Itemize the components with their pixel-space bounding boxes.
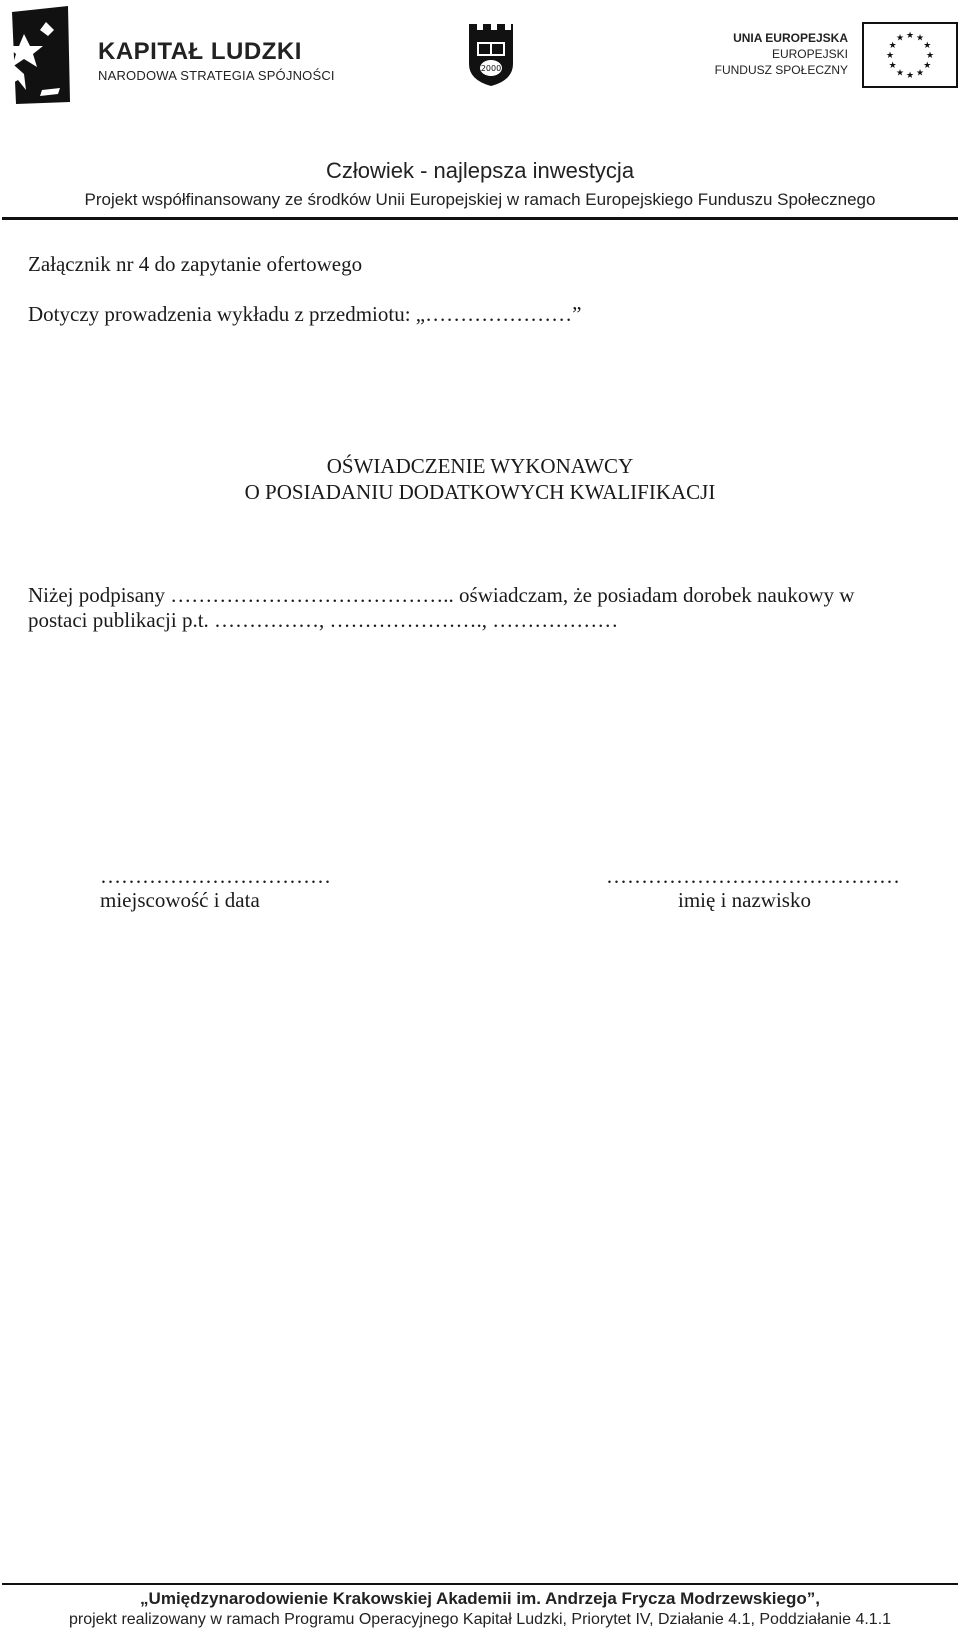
eu-label-fund: FUNDUSZ SPOŁECZNY [714,63,848,77]
attachment-heading: Załącznik nr 4 do zapytanie ofertowego [28,252,363,276]
kapital-ludzki-title: KAPITAŁ LUDZKI [98,38,302,65]
eu-star-icon: ★ [895,33,905,44]
eu-star-icon: ★ [895,68,905,79]
statement-line1: Niżej podpisany ………………………………….. oświadczam, że posiadam dorobek naukowy w [28,583,855,607]
crest-year: 2000 [480,64,502,73]
eu-star-icon: ★ [915,68,925,79]
eu-label-union: UNIA EUROPEJSKA [733,31,848,45]
footer-line1: „Umiędzynarodowienie Krakowskiej Akademii im. Andrzeja Frycza Modrzewskiego”, [140,1589,820,1608]
signature-right-dots: …………………………………… [606,864,900,888]
signature-left-label: miejscowość i data [100,888,260,912]
eu-label-european: EUROPEJSKI [771,47,848,61]
footer-divider [2,1583,958,1585]
document-title-line1: OŚWIADCZENIE WYKONAWCY [326,454,634,478]
eu-star-icon: ★ [925,51,935,61]
kapital-ludzki-subtitle: NARODOWA STRATEGIA SPÓJNOŚCI [98,68,335,83]
signature-right-label: imię i nazwisko [678,888,811,912]
statement-line2: postaci publikacji p.t. ……………, …………………., ……………… [28,608,619,632]
header-divider [2,217,958,220]
eu-star-icon: ★ [888,41,897,51]
eu-star-icon: ★ [923,41,932,51]
header-project-line: Projekt współfinansowany ze środków Unii Europejskiej w ramach Europejskiego Funduszu Społecznego [84,190,876,209]
signature-left-dots: …………………………… [100,864,331,888]
document-title-line2: O POSIADANIU DODATKOWYCH KWALIFIKACJI [244,480,716,504]
eu-star-icon: ★ [888,61,897,71]
university-crest-icon [463,20,519,90]
eu-star-icon: ★ [905,31,915,41]
footer-line2: projekt realizowany w ramach Programu Operacyjnego Kapitał Ludzki, Priorytet IV, Działanie 4.1, Poddziałanie 4.1.1 [68,1611,892,1628]
concerns-line: Dotyczy prowadzenia wykładu z przedmiotu: „…………………” [28,302,582,326]
eu-star-icon: ★ [915,33,925,44]
eu-flag-icon [862,22,958,88]
eu-star-icon: ★ [905,71,915,81]
eu-star-icon: ★ [885,51,895,61]
kapital-ludzki-logo-icon [2,4,74,106]
header-motto: Człowiek - najlepsza inwestycja [325,158,635,183]
eu-star-icon: ★ [923,61,932,71]
